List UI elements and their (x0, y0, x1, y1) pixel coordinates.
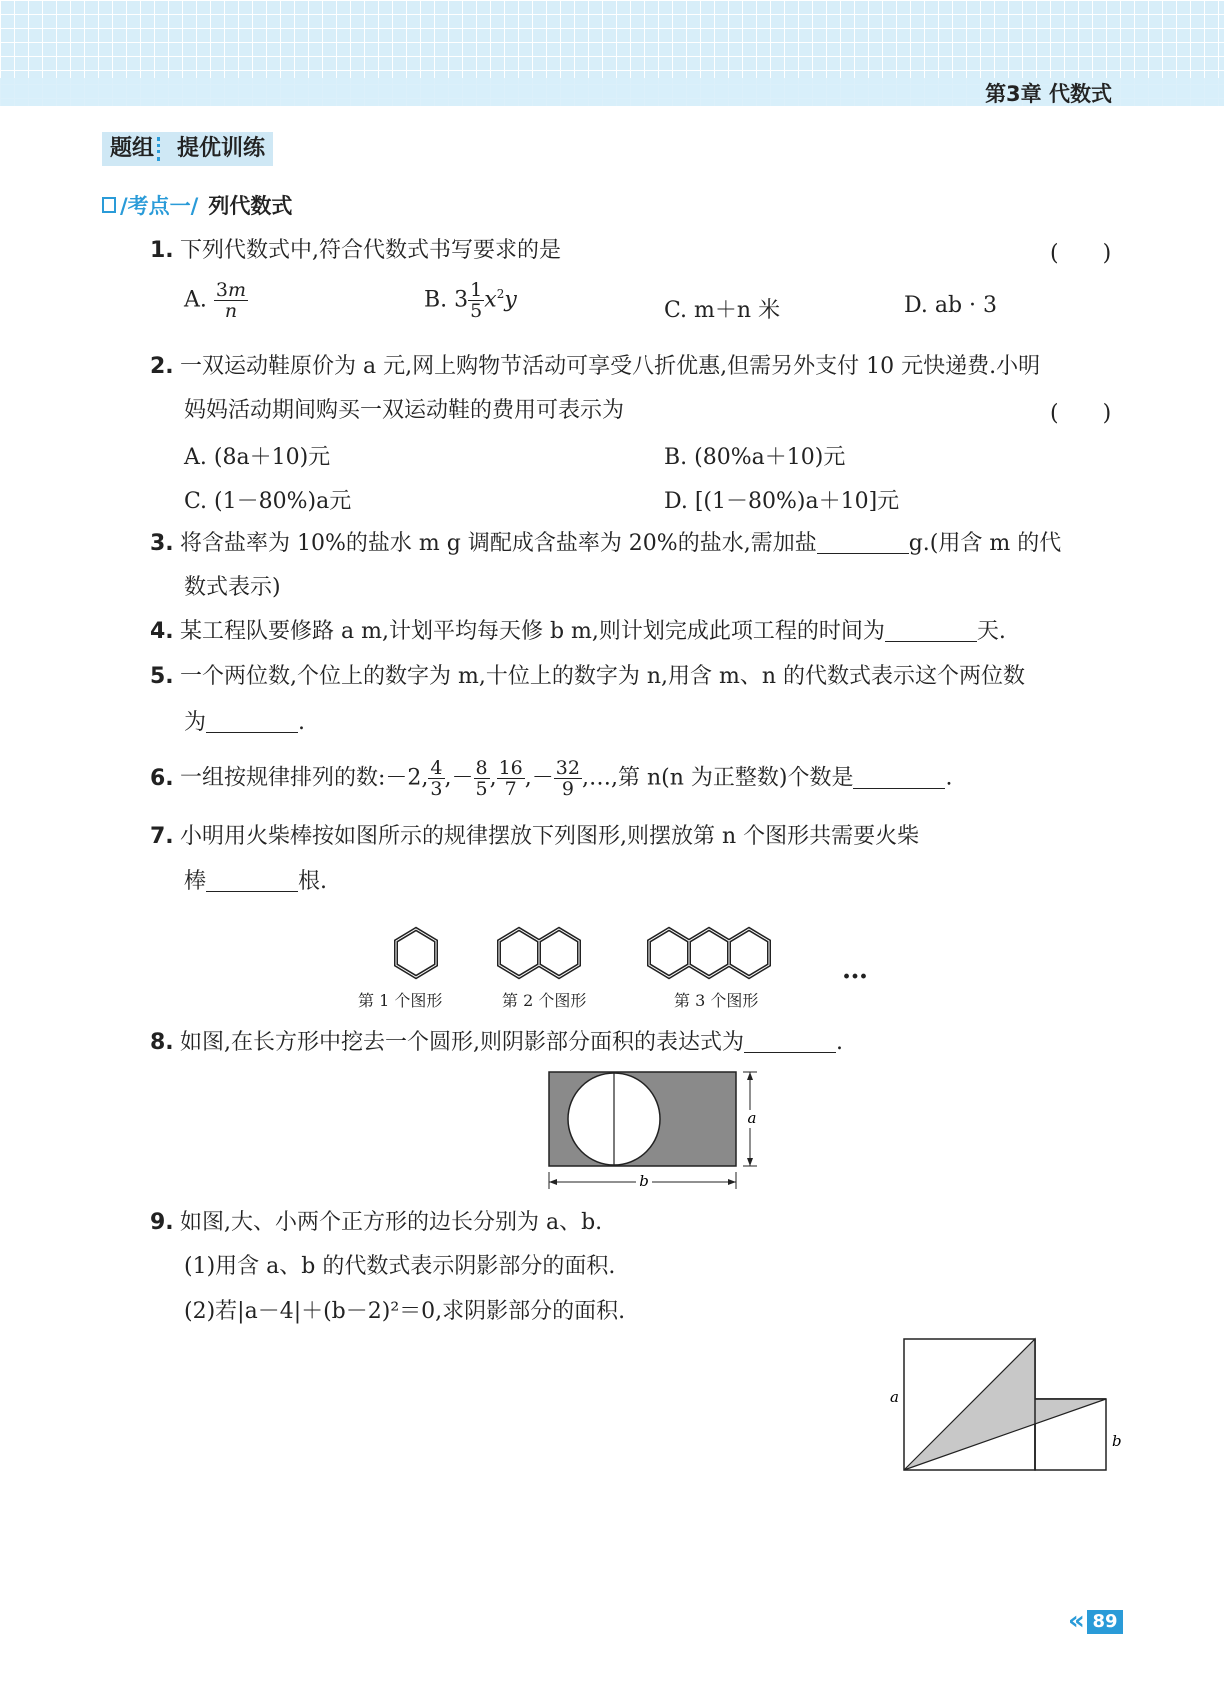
question-text: . (298, 710, 306, 735)
chevron-left-icon: « (1068, 1606, 1085, 1636)
chapter-title: 第3章 代数式 (985, 82, 1112, 106)
question-3 (150, 529, 1061, 559)
question-number: 8. (150, 1030, 174, 1055)
question-text: 为 (184, 710, 207, 735)
fraction: $\frac{1}{5}$ (470, 279, 483, 322)
question-1 (150, 236, 561, 266)
option-label: B. (424, 287, 448, 313)
group-prefix: 题组 (110, 136, 155, 161)
question-6: 6. 一组按规律排列的数:－2, $\frac{4}{3}$ ,－ $\frac{8}{5}$ , $\frac{16}{7}$ ,－ $\frac{32}{9}$ ,…,第 n(n 为正整数)个数是 . (150, 757, 953, 800)
subquestion-1: (1)用含 a、b 的代数式表示阴影部分的面积. (184, 1254, 616, 1279)
question-text: 下列代数式中,符合代数式书写要求的是 (180, 238, 561, 263)
question-text-line2: 数式表示) (184, 575, 281, 600)
option-d (904, 293, 997, 318)
option-label: D. (904, 293, 928, 318)
question-5 (150, 662, 1025, 692)
question-number: 2. (150, 354, 174, 379)
document-icon (102, 197, 116, 213)
option-a: A. (8a＋10)元 (184, 445, 331, 470)
question-text: g.(用含 m 的代 (908, 531, 1062, 556)
section-heading (102, 190, 292, 220)
answer-blank[interactable] (744, 1030, 836, 1053)
question-9 (150, 1208, 602, 1238)
answer-blank[interactable] (817, 531, 909, 554)
page-number: 89 (1087, 1610, 1123, 1634)
option-text: ab · 3 (934, 293, 998, 318)
question-text: 一个两位数,个位上的数字为 m,十位上的数字为 n,用含 m、n 的代数式表示这个两位数 (180, 664, 1026, 689)
question-text: 根. (298, 869, 328, 894)
section-title: 列代数式 (208, 194, 293, 218)
figure-3 (649, 929, 769, 977)
question-text: 一双运动鞋原价为 a 元,网上购物节活动可享受八折优惠,但需另外支付 10 元快递费.小明 (180, 354, 1041, 379)
question-7-line2 (184, 867, 327, 897)
question-number: 6. (150, 765, 174, 791)
option-label: A. (184, 287, 207, 313)
figure-caption: 第 2 个图形 (502, 991, 587, 1010)
label-a: a (890, 1388, 899, 1406)
question-2 (150, 352, 1040, 382)
question-4 (150, 617, 1006, 647)
shaded-triangle (904, 1339, 1106, 1470)
fraction: $\frac{16}{7}$ (498, 757, 523, 800)
figure-caption: 第 3 个图形 (674, 991, 759, 1010)
answer-blank[interactable] (885, 619, 977, 642)
question-text: 某工程队要修路 a m,计划平均每天修 b m,则计划完成此项工程的时间为 (180, 619, 885, 644)
option-label: C. (664, 298, 688, 323)
question-number: 1. (150, 238, 174, 263)
fraction: $\frac{8}{5}$ (475, 757, 488, 800)
label-b: b (1112, 1432, 1122, 1450)
question-text: . (836, 1030, 843, 1055)
question-5-line2 (184, 708, 305, 738)
question-text: 天. (976, 619, 1006, 644)
question-number: 4. (150, 619, 174, 644)
option-b: B. 3 $\frac{1}{5}$ $x^2y$ (424, 279, 517, 322)
option-a (184, 280, 248, 321)
question-8 (150, 1028, 843, 1058)
group-title (102, 132, 273, 166)
fraction: $\frac{4}{3}$ (430, 757, 443, 800)
question-number: 9. (150, 1210, 174, 1235)
section-label: /考点一/ (120, 194, 199, 218)
option-b: B. (80%a＋10)元 (664, 445, 846, 470)
question-number: 5. (150, 664, 174, 689)
question-text: 一组按规律排列的数:－2, (180, 765, 429, 791)
answer-blank[interactable] (206, 869, 298, 892)
question-number: 7. (150, 824, 174, 849)
option-c (664, 293, 780, 324)
group-number-icon (157, 137, 174, 161)
label-a: a (747, 1109, 757, 1127)
squares-diagram (880, 1336, 1140, 1486)
label-b: b (639, 1172, 649, 1190)
fraction: $\frac{32}{9}$ (555, 757, 580, 800)
option-d: D. [(1－80%)a＋10]元 (664, 489, 900, 514)
question-text: 棒 (184, 869, 207, 894)
fraction: $\frac{3m}{n}$ (215, 279, 247, 322)
question-text: 小明用火柴棒按如图所示的规律摆放下列图形,则摆放第 n 个图形共需要火柴 (180, 824, 920, 849)
ellipsis: … (842, 955, 868, 985)
figure-caption: 第 1 个图形 (358, 991, 443, 1010)
question-text: . (945, 765, 953, 791)
question-7 (150, 822, 919, 852)
answer-blank[interactable] (206, 710, 298, 733)
question-text: 如图,大、小两个正方形的边长分别为 a、b. (180, 1210, 603, 1235)
figure-1 (396, 929, 436, 977)
subquestion-2: (2)若|a－4|＋(b－2)²＝0,求阴影部分的面积. (184, 1299, 626, 1324)
question-text: 如图,在长方形中挖去一个圆形,则阴影部分面积的表达式为 (180, 1030, 744, 1055)
question-text: 将含盐率为 10%的盐水 m g 调配成含盐率为 20%的盐水,需加盐 (180, 531, 817, 556)
option-c: C. (1－80%)a元 (184, 489, 352, 514)
question-number: 3. (150, 531, 174, 556)
answer-blank[interactable] (853, 766, 945, 789)
question-text-line2: 妈妈活动期间购买一双运动鞋的费用可表示为 (184, 398, 625, 423)
option-text: m＋n 米 (694, 298, 781, 323)
answer-paren: ( ) (1050, 401, 1112, 426)
answer-paren: ( ) (1050, 241, 1112, 266)
group-label: 提优训练 (177, 136, 266, 161)
rectangle-circle-diagram (540, 1065, 780, 1195)
question-text: …,第 n(n 为正整数)个数是 (588, 765, 854, 791)
